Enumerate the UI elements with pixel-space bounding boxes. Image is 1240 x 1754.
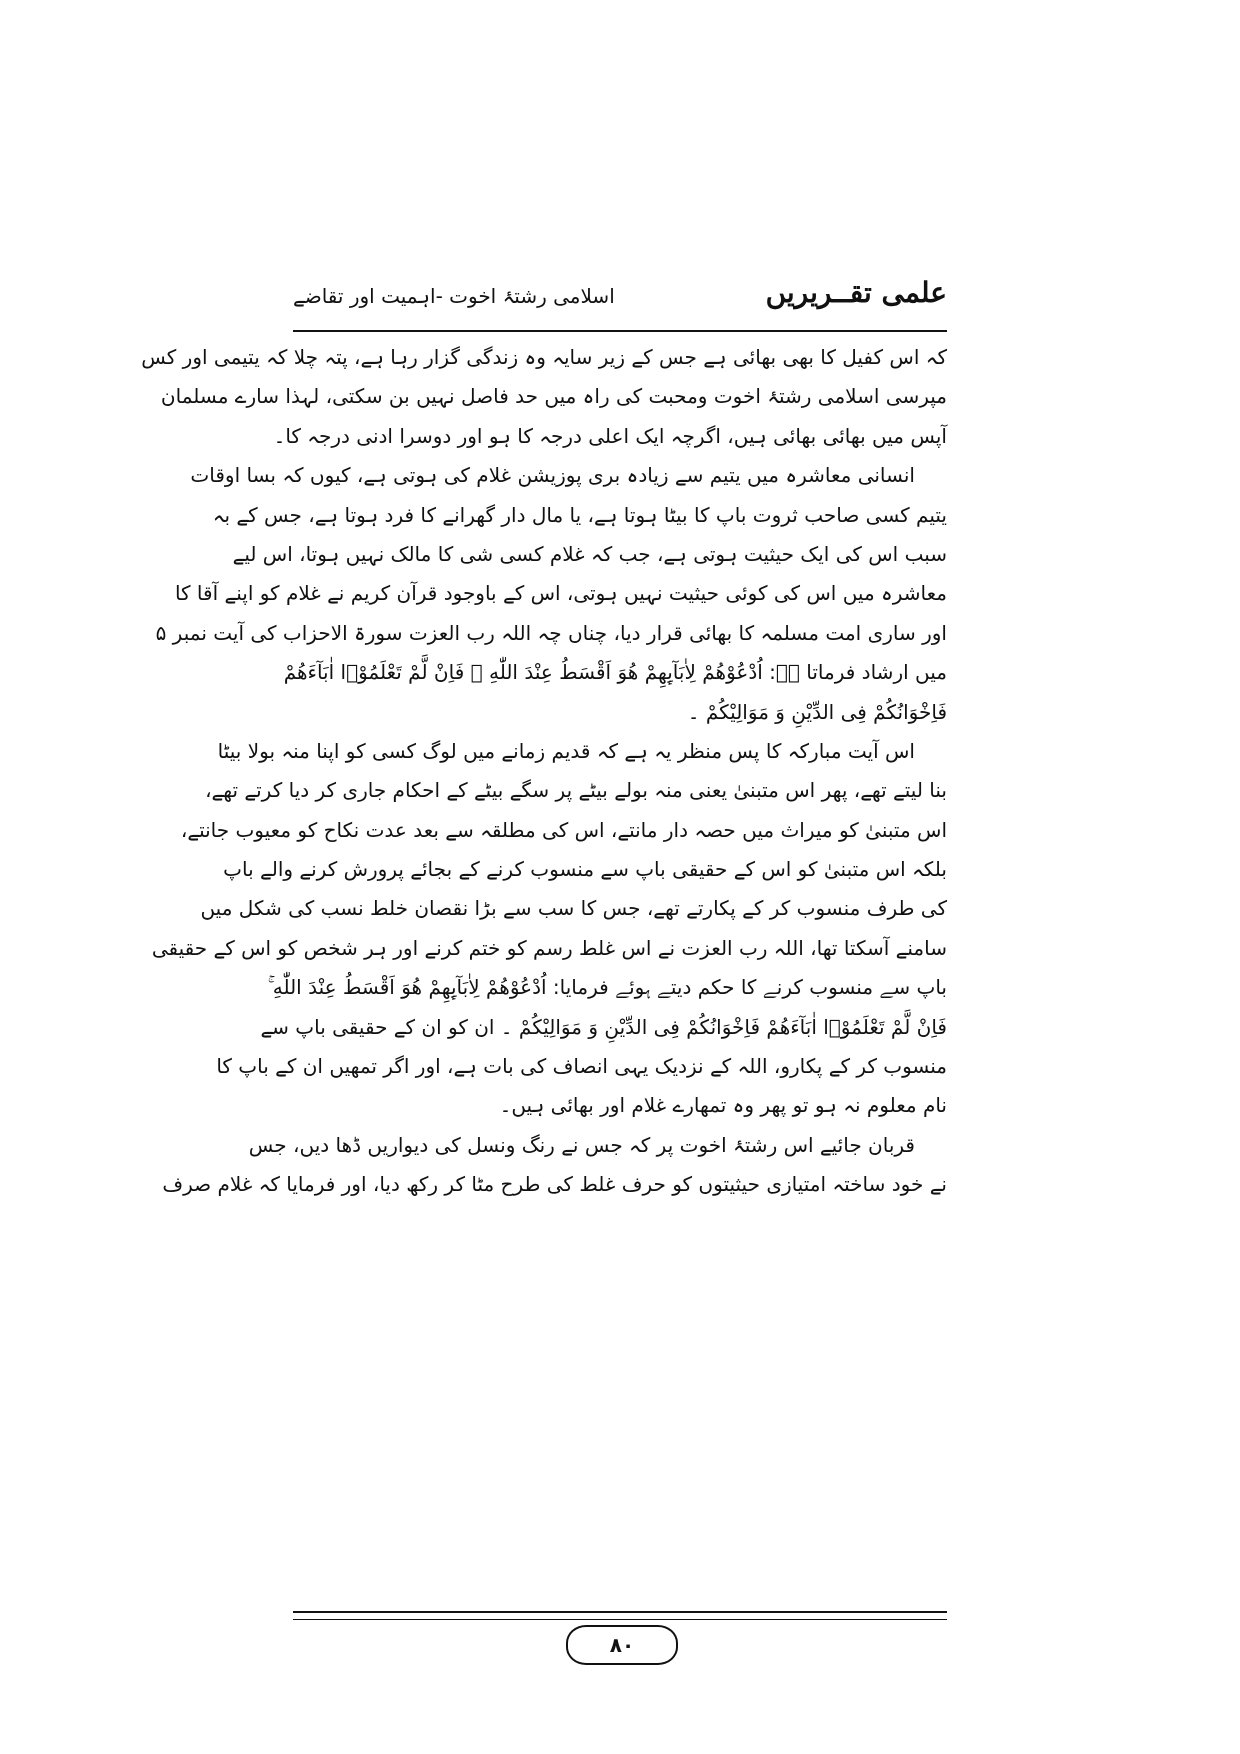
- text-line: یتیم کسی صاحب ثروت باپ کا بیٹا ہوتا ہے، یا مال دار گھرانے کا فرد ہوتا ہے، جس کے بہ: [212, 502, 947, 527]
- text-line: بلکہ اس متبنیٰ کو اس کے حقیقی باپ سے منسوب کرنے کے بجائے پرورش کرنے والے باپ: [223, 857, 947, 882]
- text-line: نام معلوم نہ ہو تو پھر وہ تمھارے غلام اور بھائی ہیں۔: [499, 1093, 947, 1118]
- body-text: [141, 338, 947, 1205]
- text-line: سبب اس کی ایک حیثیت ہوتی ہے، جب کہ غلام کسی شی کا مالک نہیں ہوتا، اس لیے: [232, 541, 947, 566]
- text-line: انسانی معاشرہ میں یتیم سے زیادہ بری پوزیشن غلام کی ہوتی ہے، کیوں کہ بسا اوقات: [190, 463, 915, 488]
- text-line: میں ارشاد فرماتا ہے: اُدْعُوْهُمْ لِاٰبَآىِٕهِمْ هُوَ اَقْسَطُ عِنْدَ اللّٰهِ ۚ فَاِنْ لَّمْ تَعْلَمُوْۤا اٰبَآءَهُمْ: [283, 660, 947, 685]
- chapter-title: اسلامی رشتۂ اخوت -اہمیت اور تقاضے: [293, 284, 615, 308]
- book-title: علمی تقــریریں: [765, 276, 947, 309]
- text-line: نے خود ساختہ امتیازی حیثیتوں کو حرف غلط کی طرح مٹا کر رکھ دیا، اور فرمایا کہ غلام صرف: [162, 1172, 947, 1197]
- text-line: قربان جائیے اس رشتۂ اخوت پر کہ جس نے رنگ ونسل کی دیواریں ڈھا دیں، جس: [248, 1132, 915, 1157]
- text-line: معاشرہ میں اس کی کوئی حیثیت نہیں ہوتی، اس کے باوجود قرآن کریم نے غلام کو اپنے آقا کا: [174, 581, 947, 606]
- text-line: فَاِخْوَانُكُمْ فِی الدِّیْنِ وَ مَوَالِیْكُمْ ۔: [687, 699, 947, 724]
- text-line: آپس میں بھائی بھائی ہیں، اگرچہ ایک اعلی درجہ کا ہو اور دوسرا ادنی درجہ کا۔: [273, 423, 947, 448]
- text-line: مپرسی اسلامی رشتۂ اخوت ومحبت کی راہ میں حد فاصل نہیں بن سکتی، لہذا سارے مسلمان: [160, 384, 947, 409]
- page-number: ۸۰: [566, 1625, 678, 1665]
- text-line: کہ اس کفیل کا بھی بھائی ہے جس کے زیر سایہ وہ زندگی گزار رہا ہے، پتہ چلا کہ یتیمی اور کس: [141, 345, 947, 369]
- text-line: کی طرف منسوب کر کے پکارتے تھے، جس کا سب سے بڑا نقصان خلط نسب کی شکل میں: [200, 896, 947, 921]
- text-line: منسوب کر کے پکارو، اللہ کے نزدیک یہی انصاف کی بات ہے، اور اگر تمھیں ان کے باپ کا: [216, 1054, 947, 1079]
- header-rule: [293, 330, 947, 332]
- text-line: اور ساری امت مسلمہ کا بھائی قرار دیا، چناں چہ اللہ رب العزت سورۃ الاحزاب کی آیت نمبر ۵: [155, 620, 947, 645]
- text-line: اس متبنیٰ کو میراث میں حصہ دار مانتے، اس کی مطلقہ سے بعد عدت نکاح کو معیوب جانتے،: [180, 817, 947, 842]
- text-line: باپ سے منسوب کرنے کا حکم دیتے ہوئے فرمایا: اُدْعُوْهُمْ لِاٰبَآىِٕهِمْ هُوَ اَقْسَطُ عِنْدَ اللّٰهِ ۚ: [267, 975, 947, 1000]
- text-line: اس آیت مبارکہ کا پس منظر یہ ہے کہ قدیم زمانے میں لوگ کسی کو اپنا منہ بولا بیٹا: [217, 738, 915, 763]
- text-line: فَاِنْ لَّمْ تَعْلَمُوْۤا اٰبَآءَهُمْ فَاِخْوَانُكُمْ فِی الدِّیْنِ وَ مَوَالِیْكُمْ ۔ ان کو ان کے حقیقی باپ سے: [260, 1014, 947, 1039]
- text-line: بنا لیتے تھے، پھر اس متبنیٰ یعنی منہ بولے بیٹے پر سگے بیٹے کے احکام جاری کر دیا کرتے تھے،: [205, 778, 947, 803]
- text-line: سامنے آسکتا تھا، اللہ رب العزت نے اس غلط رسم کو ختم کرنے اور ہر شخص کو اس کے حقیقی: [151, 935, 947, 960]
- footer-rules: [293, 1611, 947, 1620]
- page-header: [293, 276, 947, 330]
